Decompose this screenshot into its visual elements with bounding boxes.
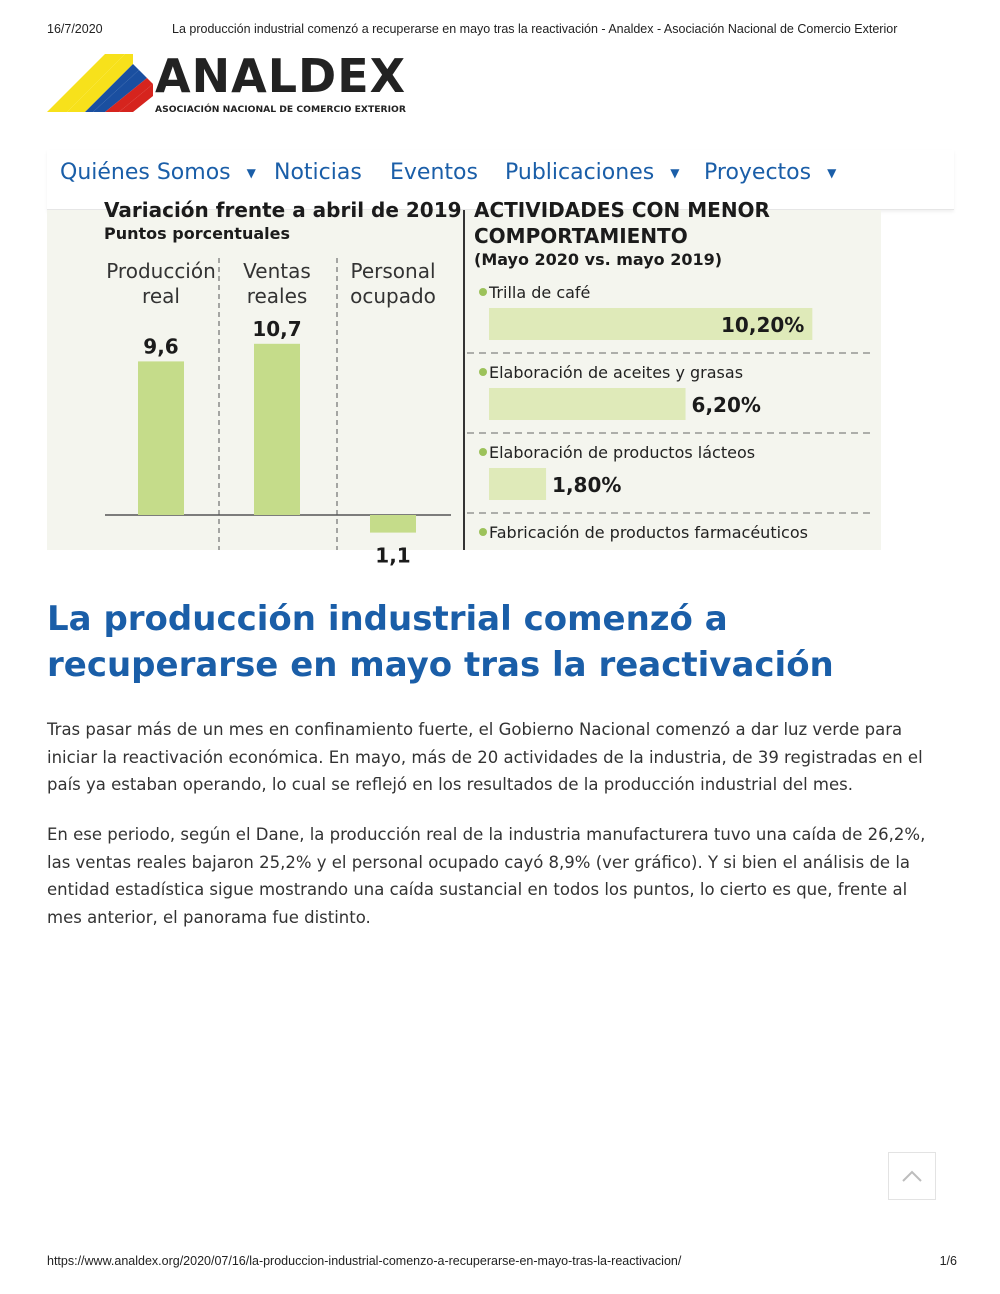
featured-infographic: [47, 198, 881, 568]
nav-item-label: Quiénes Somos: [60, 160, 231, 185]
caret-down-icon: ▼: [827, 165, 837, 180]
nav-item-proyectos[interactable]: [704, 160, 836, 185]
right-chart-title-1: ACTIVIDADES CON MENOR: [474, 198, 770, 222]
category-label: Producción: [106, 259, 216, 283]
category-label: Fabricación de productos farmacéuticos: [489, 523, 808, 542]
chevron-up-icon: [901, 1169, 923, 1183]
right-chart-title-2: COMPORTAMIENTO: [474, 224, 688, 248]
category-label: ocupado: [350, 284, 436, 308]
right-chart-subtitle: (Mayo 2020 vs. mayo 2019): [474, 250, 723, 269]
chart-divider: [463, 210, 465, 550]
nav-item-eventos[interactable]: [390, 160, 478, 185]
data-label: 6,20%: [691, 393, 761, 417]
category-label: real: [142, 284, 180, 308]
category-label: reales: [246, 284, 308, 308]
vertical-bar-chart: [47, 210, 467, 568]
article-paragraph: En ese periodo, según el Dane, la producción real de la industria manufacturera tuvo una caída de 26,2%, las ventas reales bajaron 25,2% y el personal ocupado cayó 8,9% (ver gráfico). Y si bien el análisis de la entidad estadística sigue mostrando una caída sustancial en todos los puntos, lo cierto es que, frente al mes anterior, el panorama fue distinto.: [47, 825, 926, 927]
nav-item-label: Eventos: [390, 160, 478, 185]
data-label: 1,80%: [552, 473, 622, 497]
nav-item-label: Proyectos: [704, 160, 812, 185]
print-url: https://www.analdex.org/2020/07/16/la-produccion-industrial-comenzo-a-recuperarse-en-mayo-tras-la-reactivacion/: [47, 1254, 682, 1268]
bar: [254, 344, 300, 515]
category-label: Elaboración de aceites y grasas: [489, 363, 744, 382]
category-label: Ventas: [243, 259, 311, 283]
nav-item-quienes-somos[interactable]: [60, 160, 256, 185]
bar: [489, 468, 546, 500]
category-label: Personal: [350, 259, 436, 283]
bullet: [479, 448, 487, 456]
caret-down-icon: ▼: [670, 165, 680, 180]
nav-item-noticias[interactable]: [274, 160, 362, 185]
back-to-top-button[interactable]: [888, 1152, 936, 1200]
logo-subtitle: ASOCIACIÓN NACIONAL DE COMERCIO EXTERIOR: [155, 104, 406, 115]
bullet: [479, 528, 487, 536]
bullet: [479, 288, 487, 296]
horizontal-bar-chart: [467, 210, 877, 550]
left-chart-subtitle: Puntos porcentuales: [104, 224, 290, 243]
bullet: [479, 368, 487, 376]
logo-stripes-icon: [47, 50, 157, 120]
data-label: 9,6: [143, 334, 179, 359]
data-label: 10,20%: [721, 313, 805, 337]
category-label: Trilla de café: [489, 283, 591, 302]
data-label: 1,1: [375, 543, 411, 568]
bar: [138, 361, 184, 515]
nav-item-label: Noticias: [274, 160, 362, 185]
article-title: La producción industrial comenzó a recuperarse en mayo tras la reactivación: [47, 599, 834, 685]
print-doc-title: La producción industrial comenzó a recuperarse en mayo tras la reactivación - Analdex - Asociación Nacional de Comercio Exterior: [172, 22, 898, 36]
data-label: 10,7: [252, 316, 302, 341]
analdex-logo[interactable]: [47, 50, 407, 120]
caret-down-icon: ▼: [246, 165, 256, 180]
nav-item-label: Publicaciones: [505, 160, 655, 185]
bar: [370, 515, 416, 533]
logo-wordmark: ANALDEX: [155, 49, 407, 103]
print-date: 16/7/2020: [47, 22, 103, 36]
left-chart-title: Variación frente a abril de 2019: [104, 198, 462, 222]
category-label: Elaboración de productos lácteos: [489, 443, 756, 462]
print-page-number: 1/6: [939, 1254, 957, 1268]
nav-item-publicaciones[interactable]: [505, 160, 679, 185]
article-paragraph: Tras pasar más de un mes en confinamiento fuerte, el Gobierno Nacional comenzó a dar luz verde para iniciar la reactivación económica. En mayo, más de 20 actividades de la industria, de 39 registradas en el país ya estaban operando, lo cual se reflejó en los resultados de la producción industrial del mes.: [47, 720, 923, 794]
bar: [489, 388, 686, 420]
